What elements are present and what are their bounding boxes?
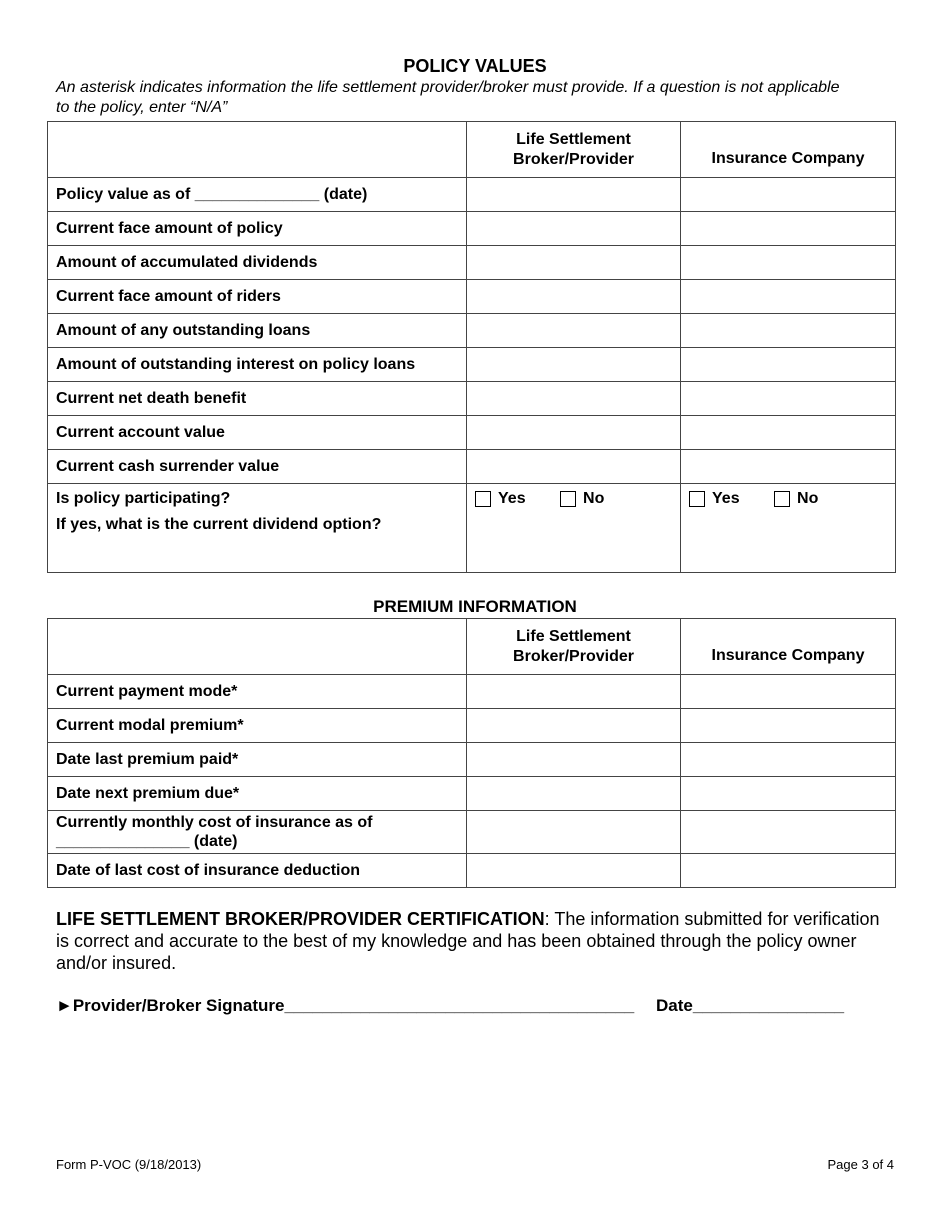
table-row xyxy=(48,709,896,743)
table-row xyxy=(48,178,896,212)
checkbox-square-icon xyxy=(560,491,576,507)
participating-question: Is policy participating? xyxy=(56,490,231,507)
policy-values-table xyxy=(47,121,896,573)
insurer-value-field[interactable] xyxy=(681,246,896,280)
premium-info-title: PREMIUM INFORMATION xyxy=(373,597,577,616)
table-row xyxy=(48,382,896,416)
provider-value-field[interactable] xyxy=(467,212,681,246)
provider-value-field[interactable] xyxy=(467,675,681,709)
insurer-value-field[interactable] xyxy=(681,450,896,484)
insurer-value-field[interactable] xyxy=(681,212,896,246)
provider-value-field[interactable] xyxy=(467,777,681,811)
row-label: Current net death benefit xyxy=(48,382,467,416)
certification-text: : The information submitted for verification is correct and accurate to the best of my knowledge and has been obtained through the policy owner and/or insured. xyxy=(56,909,880,973)
insurer-participating-cell xyxy=(681,484,896,573)
row-label: Current payment mode* xyxy=(48,675,467,709)
yes-label: Yes xyxy=(712,490,740,507)
provider-value-field[interactable] xyxy=(467,811,681,854)
provider-value-field[interactable] xyxy=(467,382,681,416)
instructions-text: An asterisk indicates information the life settlement provider/broker must provide. If a question is not applicable to the policy, enter “N/A” xyxy=(56,79,840,116)
insurer-value-field[interactable] xyxy=(681,811,896,854)
row-label: Policy value as of ______________ (date) xyxy=(48,178,467,212)
provider-value-field[interactable] xyxy=(467,246,681,280)
table-row xyxy=(48,854,896,888)
provider-value-field[interactable] xyxy=(467,348,681,382)
row-label: Currently monthly cost of insurance as of _______________ (date) xyxy=(48,811,467,854)
table-row xyxy=(48,777,896,811)
provider-value-field[interactable] xyxy=(467,280,681,314)
row-label: Current face amount of policy xyxy=(48,212,467,246)
table-row xyxy=(48,212,896,246)
insurer-value-field[interactable] xyxy=(681,178,896,212)
premium-info-table xyxy=(47,618,896,888)
insurer-no-checkbox[interactable] xyxy=(774,490,818,508)
insurer-value-field[interactable] xyxy=(681,416,896,450)
table-row xyxy=(48,450,896,484)
insurer-value-field[interactable] xyxy=(681,854,896,888)
provider-participating-cell xyxy=(467,484,681,573)
no-label: No xyxy=(583,490,605,507)
provider-value-field[interactable] xyxy=(467,743,681,777)
yes-label: Yes xyxy=(498,490,526,507)
row-label: Date of last cost of insurance deduction xyxy=(48,854,467,888)
insurer-value-field[interactable] xyxy=(681,675,896,709)
checkbox-square-icon xyxy=(475,491,491,507)
row-label: Date next premium due* xyxy=(48,777,467,811)
insurer-value-field[interactable] xyxy=(681,314,896,348)
table-row xyxy=(48,811,896,854)
row-label: Current account value xyxy=(48,416,467,450)
row-label: Current modal premium* xyxy=(48,709,467,743)
provider-value-field[interactable] xyxy=(467,416,681,450)
policy-values-title: POLICY VALUES xyxy=(403,56,547,76)
row-label: Current cash surrender value xyxy=(48,450,467,484)
insurer-value-field[interactable] xyxy=(681,382,896,416)
table-row xyxy=(48,246,896,280)
col-header-provider: Life Settlement Broker/Provider xyxy=(467,619,681,675)
provider-yes-checkbox[interactable] xyxy=(475,490,526,508)
table-row xyxy=(48,314,896,348)
insurer-value-field[interactable] xyxy=(681,777,896,811)
provider-value-field[interactable] xyxy=(467,450,681,484)
insurer-yes-checkbox[interactable] xyxy=(689,490,740,508)
table-row xyxy=(48,743,896,777)
form-id: Form P-VOC (9/18/2013) xyxy=(56,1157,202,1172)
checkbox-square-icon xyxy=(774,491,790,507)
row-label: Date last premium paid* xyxy=(48,743,467,777)
page-number: Page 3 of 4 xyxy=(827,1157,894,1172)
dividend-option-question: If yes, what is the current dividend option? xyxy=(56,516,382,533)
participating-question-cell xyxy=(48,484,467,573)
row-label: Amount of accumulated dividends xyxy=(48,246,467,280)
date-line[interactable]: Date________________ xyxy=(656,996,845,1015)
provider-value-field[interactable] xyxy=(467,854,681,888)
table-row xyxy=(48,348,896,382)
table-row xyxy=(48,416,896,450)
insurer-value-field[interactable] xyxy=(681,280,896,314)
header-blank xyxy=(48,619,467,675)
no-label: No xyxy=(797,490,819,507)
provider-value-field[interactable] xyxy=(467,178,681,212)
signature-line[interactable]: ►Provider/Broker Signature_____________________________________ xyxy=(56,996,635,1015)
certification-heading: LIFE SETTLEMENT BROKER/PROVIDER CERTIFICATION xyxy=(56,909,545,929)
provider-value-field[interactable] xyxy=(467,314,681,348)
provider-no-checkbox[interactable] xyxy=(560,490,604,508)
certification-paragraph xyxy=(56,908,886,974)
header-blank xyxy=(48,122,467,178)
row-label: Current face amount of riders xyxy=(48,280,467,314)
row-label: Amount of outstanding interest on policy loans xyxy=(48,348,467,382)
table-row xyxy=(48,280,896,314)
insurer-value-field[interactable] xyxy=(681,743,896,777)
provider-value-field[interactable] xyxy=(467,709,681,743)
col-header-insurer: Insurance Company xyxy=(681,619,896,675)
col-header-insurer: Insurance Company xyxy=(681,122,896,178)
participating-row xyxy=(48,484,896,573)
insurer-value-field[interactable] xyxy=(681,348,896,382)
table-row xyxy=(48,675,896,709)
col-header-provider: Life Settlement Broker/Provider xyxy=(467,122,681,178)
row-label: Amount of any outstanding loans xyxy=(48,314,467,348)
insurer-value-field[interactable] xyxy=(681,709,896,743)
checkbox-square-icon xyxy=(689,491,705,507)
